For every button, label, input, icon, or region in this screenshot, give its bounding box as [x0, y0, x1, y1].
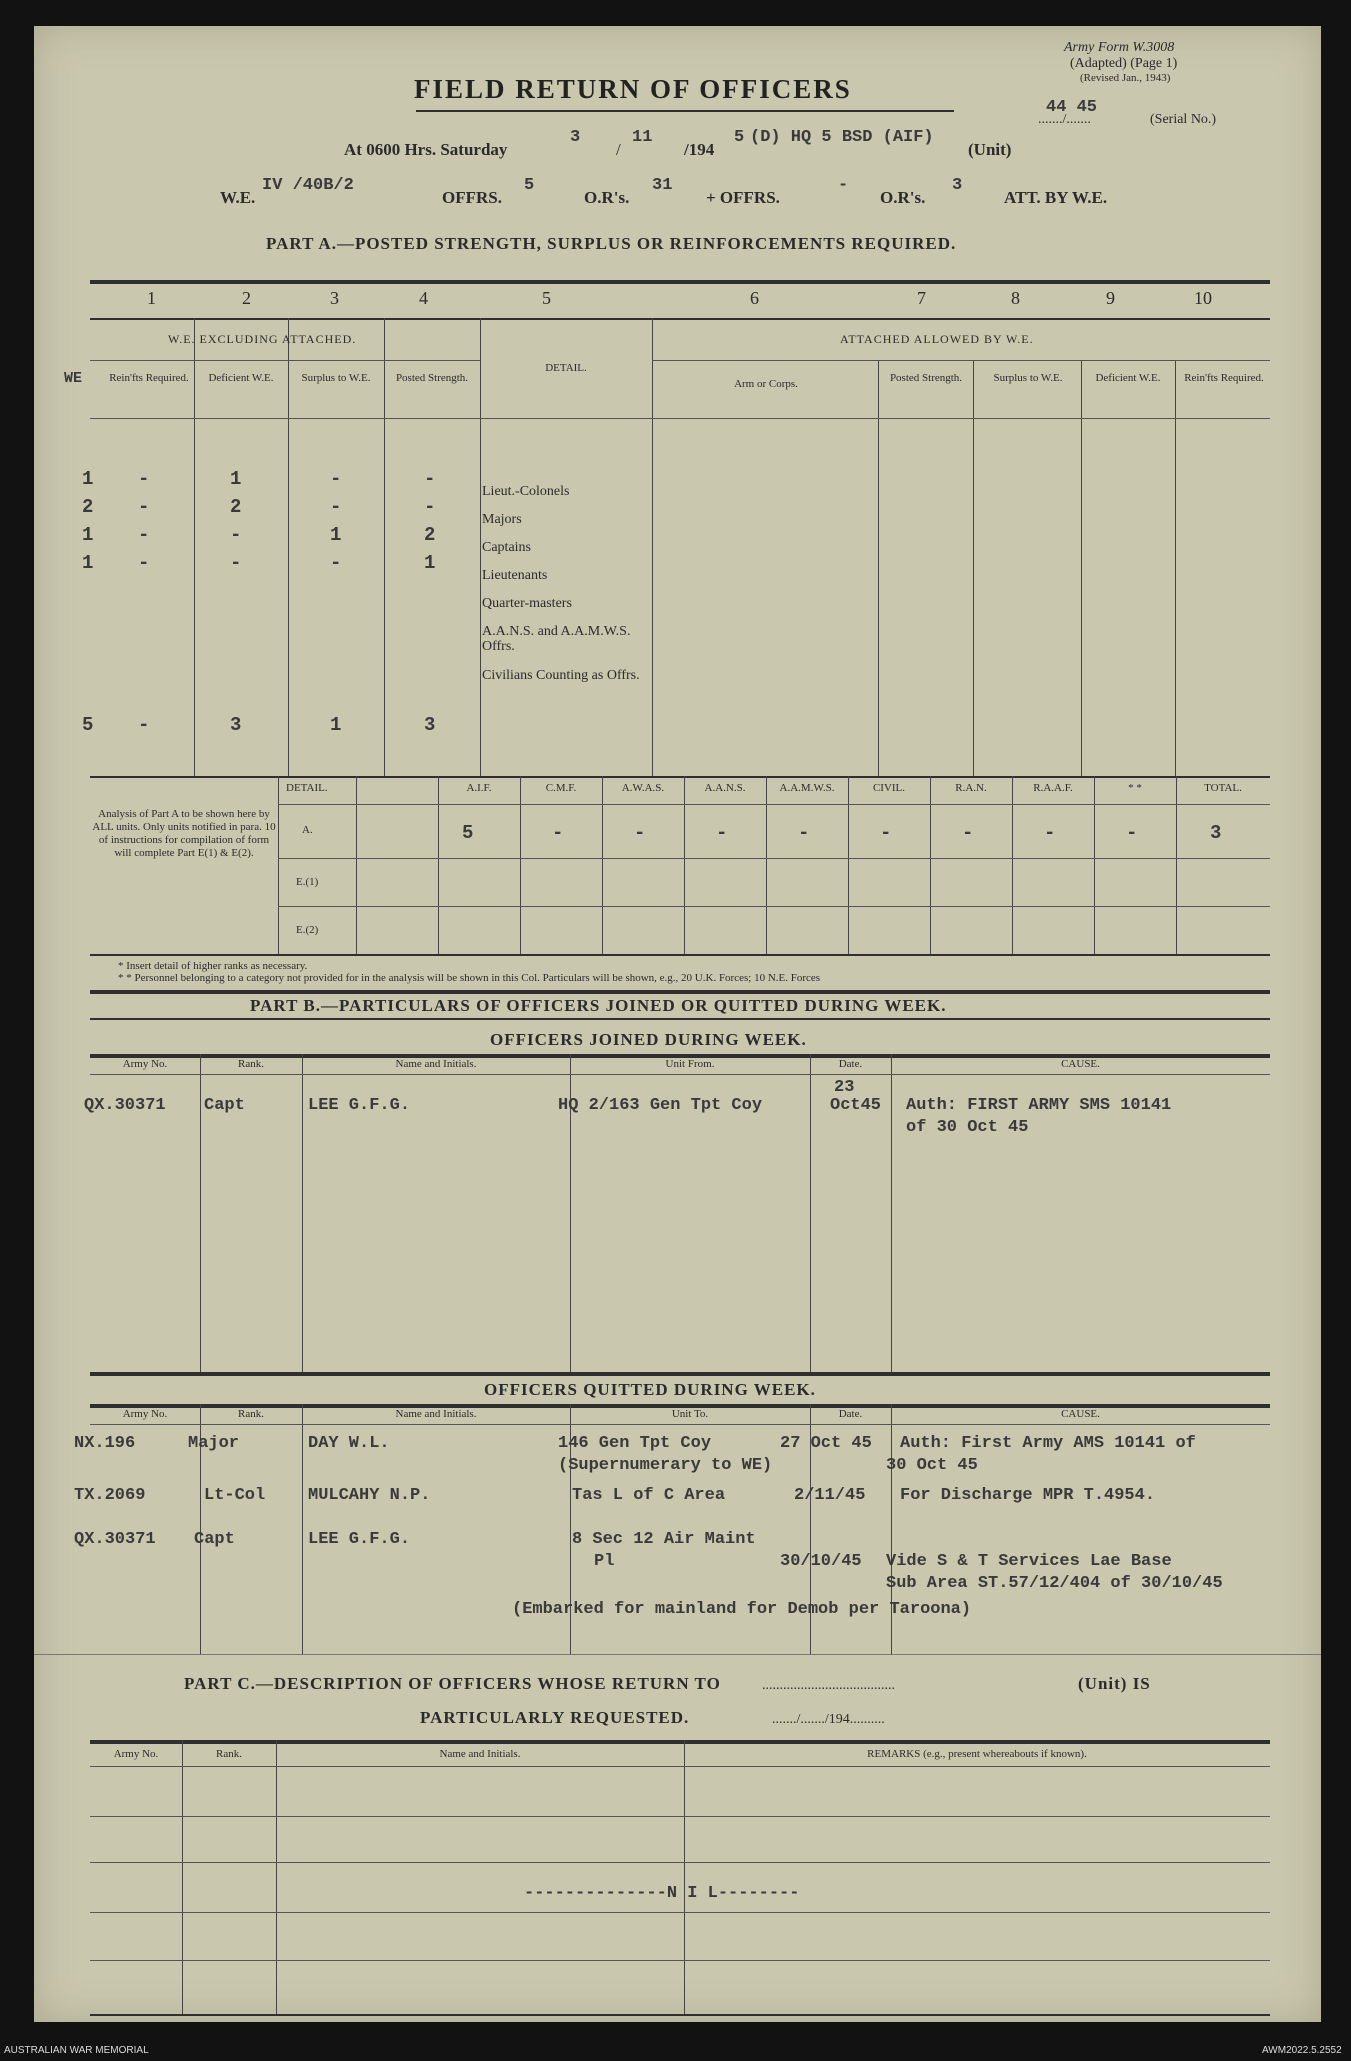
c-hdr-name: Name and Initials. — [439, 1748, 521, 1760]
j-name: LEE G.F.G. — [308, 1096, 411, 1115]
q-date: 27 Oct 45 — [780, 1434, 872, 1453]
form-adapted: (Adapted) (Page 1) — [1070, 56, 1178, 71]
row-sur: - — [330, 468, 342, 490]
row-posted: - — [424, 496, 436, 518]
part-b-title: PART B.—PARTICULARS OF OFFICERS JOINED OR QUITTED DURING WEEK. — [250, 996, 947, 1015]
an-hdr-awas: A.W.A.S. — [621, 782, 665, 794]
row-we: 2 — [82, 496, 94, 518]
an-row-label: E.(2) — [296, 924, 319, 936]
row-sur: 1 — [330, 524, 342, 546]
col-num-4: 4 — [419, 288, 428, 308]
hdr-posted: Posted Strength. — [395, 372, 469, 384]
row-posted: - — [424, 468, 436, 490]
row-we: 1 — [82, 552, 94, 574]
form-sheet: Army Form W.3008 (Adapted) (Page 1) (Revised Jan., 1943) 44 45 ......./....... (Serial No.) FIELD RETURN OF OFFICERS At 0600 Hrs. Saturday 3 / 11 /194 5 (D) HQ 5 BSD (AIF) (Unit) W.E. IV /40B/2 OFFRS. 5 O.R's. 31 + OFFRS. - O.R's. 3 ATT. BY W.E. PART A.—POSTED STRENGTH, SURPLUS OR REINFORCEMENTS REQUIRED. 1 2 3 4 5 6 7 8 9 10 W.E. EXCLUDING ATTACHED. ATTACHED ALLOWED BY W.E. WE Rein'fts Required. Deficient W.E. Surplus to W.E. Posted Strength. DETAIL. Arm or Corps. Posted Strength. Surplus to W.E. Deficient W.E. Rein'fts Required. 1 - 1 - - Lieut.-Colonels 2 - 2 - - Majors 1 - - 1 2 Captains 1 - - - 1 Lieutenants Quarter-masters A.A.N.S. and A.A.M.W.S. Offrs. Civilians Counting as Offrs. 5 - 3 1 3 Analysis of Part A to be shown here by ALL units. Only units notified in para. 10 of instructions for compilation of form will complete Part E(1) & E(2). DETAIL. A.I.F. C.M.F. A.W.A.S. A.A.N.S. A.A.M.W.S. CIVIL. R.A.N. R.A.A.F. * * TOTAL. A. 5 - - - - - - - - 3 E.(1) E.(2) * Insert detail of higher ranks as necessary. * * Personnel belonging to a category not provided for in the analysis will be shown in this Col. Particulars will be shown, e.g., 20 U.K. Forces; 10 N.E. Forces PART B.—PARTICULARS OF OFFICERS JOINED OR QUITTED DURING WEEK. OFFICERS JOINED DURING WEEK. Army No. Rank. Name and Initials. Unit From. Date. CAUSE. QX.30371 Capt LEE G.F.G. HQ 2/163 Gen Tpt Coy 23 Oct45 Auth: FIRST ARMY SMS 10141 of 30 Oct 45 OFFICERS QUITTED DURING WEEK. Army No. Rank. Name and Initials. Unit To. Date. CAUSE. NX.196 Major DAY W.L. 146 Gen Tpt Coy 27 Oct 45 Auth: First Army AMS 10141 of (Supernumerary to WE) 30 Oct 45 TX.2069 Lt-Col MULCAHY N.P. Tas L of C Area 2/11/45 For Discharge MPR T.4954. QX.30371 Capt LEE G.F.G. 8 Sec 12 Air Maint Pl 30/10/45 Vide S & T Services Lae Base Sub Area ST.57/12/404 of 30/10/45 (Embarked for mainland for Demob per Taroona) PART C.—DESCRIPTION OF OFFICERS WHOSE RETURN TO ...................................... (Unit) IS PARTICULARLY REQUESTED. ......./......./194.......... Army No. Rank. Name and Initials. REMARKS (e.g., present whereabouts if known). --------------N I L-------- — [34, 26, 1321, 2022]
c-hdr-remarks: REMARKS (e.g., present whereabouts if known). — [867, 1748, 1087, 1760]
year-digit: 5 — [734, 128, 745, 147]
an-hdr-civil: CIVIL. — [872, 782, 906, 794]
j-date: Oct45 — [830, 1096, 882, 1115]
q-cause-2: Sub Area ST.57/12/404 of 30/10/45 — [886, 1574, 1223, 1593]
month-value: 11 — [632, 128, 653, 147]
row-def: 2 — [230, 496, 242, 518]
an-hdr-total: TOTAL. — [1204, 782, 1242, 794]
j-date-top: 23 — [834, 1078, 855, 1097]
an-civil: - — [880, 822, 892, 844]
c-hdr-rank: Rank. — [216, 1748, 242, 1760]
hdr-arm: Arm or Corps. — [734, 378, 798, 390]
we-excl-label: W.E. EXCLUDING ATTACHED. — [168, 332, 357, 346]
day-value: 3 — [570, 128, 581, 147]
year-label: /194 — [684, 140, 715, 159]
row-detail: Civilians Counting as Offrs. — [482, 668, 640, 683]
row-posted: 1 — [424, 552, 436, 574]
q-hdr-unit: Unit To. — [671, 1408, 709, 1420]
part-c-date-dots: ......./......./194.......... — [772, 1712, 885, 1727]
an-hdr-aans: A.A.N.S. — [704, 782, 746, 794]
an-hdr-raaf: R.A.A.F. — [1033, 782, 1073, 794]
serial-dots: ......./....... — [1038, 112, 1091, 127]
plus-offrs-value: - — [838, 176, 849, 195]
ors2-label: O.R's. — [880, 188, 926, 207]
q-unit: Tas L of C Area — [572, 1486, 726, 1505]
q-unit-2: Pl — [594, 1552, 615, 1571]
an-awas: - — [634, 822, 646, 844]
row-rein: - — [138, 468, 150, 490]
unit-label: (Unit) — [968, 140, 1012, 159]
hdr-detail: DETAIL. — [545, 362, 587, 374]
q-army-no: TX.2069 — [74, 1486, 146, 1505]
an-raaf: - — [1044, 822, 1056, 844]
j-unit: HQ 2/163 Gen Tpt Coy — [558, 1096, 763, 1115]
part-a-title: PART A.—POSTED STRENGTH, SURPLUS OR REINFORCEMENTS REQUIRED. — [266, 234, 957, 253]
attached-label: ATTACHED ALLOWED BY W.E. — [840, 332, 1034, 346]
an-aamws: - — [798, 822, 810, 844]
an-row-label: A. — [302, 824, 313, 836]
an-hdr-detail: DETAIL. — [286, 782, 328, 794]
nil-entry: --------------N I L-------- — [524, 1884, 800, 1903]
hdr-sur: Surplus to W.E. — [301, 372, 371, 384]
q-army-no: QX.30371 — [74, 1530, 156, 1549]
an-hdr-aamws: A.A.M.W.S. — [779, 782, 835, 794]
row-def: - — [230, 524, 242, 546]
row-def: - — [230, 552, 242, 574]
part-c-unit: (Unit) IS — [1078, 1674, 1151, 1693]
total-sur: 1 — [330, 714, 342, 736]
hdr-def: Deficient W.E. — [208, 372, 274, 384]
q-unit-2: (Supernumerary to WE) — [558, 1456, 773, 1475]
att-label: ATT. BY W.E. — [1004, 188, 1108, 207]
an-aans: - — [716, 822, 728, 844]
an-hdr-cmf: C.M.F. — [545, 782, 577, 794]
an-hdr-ran: R.A.N. — [955, 782, 987, 794]
footer-left: AUSTRALIAN WAR MEMORIAL — [4, 2045, 149, 2056]
an-hdr-other: * * — [1128, 782, 1142, 794]
part-c-requested: PARTICULARLY REQUESTED. — [420, 1708, 690, 1727]
q-name: MULCAHY N.P. — [308, 1486, 431, 1505]
q-rank: Major — [188, 1434, 240, 1453]
q-unit: 146 Gen Tpt Coy — [558, 1434, 712, 1453]
q-hdr-rank: Rank. — [238, 1408, 264, 1420]
row-detail: Quarter-masters — [482, 596, 572, 611]
we-label: W.E. — [220, 188, 256, 207]
row-detail: Majors — [482, 512, 522, 527]
row-rein: - — [138, 552, 150, 574]
an-cmf: - — [552, 822, 564, 844]
footer-right: AWM2022.5.2552 — [1262, 2045, 1342, 2056]
plus-offrs-label: + OFFRS. — [706, 188, 780, 207]
row-def: 1 — [230, 468, 242, 490]
j-cause-2: of 30 Oct 45 — [906, 1118, 1029, 1137]
joined-title: OFFICERS JOINED DURING WEEK. — [490, 1030, 807, 1049]
j-hdr-unit: Unit From. — [665, 1058, 715, 1070]
col-num-2: 2 — [242, 288, 251, 308]
an-other: - — [1126, 822, 1138, 844]
row-posted: 2 — [424, 524, 436, 546]
form-title: FIELD RETURN OF OFFICERS — [414, 74, 852, 104]
part-c-unit-dots: ...................................... — [762, 1678, 895, 1693]
an-hdr-aif: A.I.F. — [466, 782, 492, 794]
j-hdr-rank: Rank. — [238, 1058, 264, 1070]
row-sur: - — [330, 496, 342, 518]
j-hdr-name: Name and Initials. — [395, 1058, 477, 1070]
q-army-no: NX.196 — [74, 1434, 136, 1453]
an-row-label: E.(1) — [296, 876, 319, 888]
row-detail: Lieutenants — [482, 568, 548, 583]
row-detail: A.A.N.S. and A.A.M.W.S. Offrs. — [482, 624, 631, 654]
form-revised: (Revised Jan., 1943) — [1080, 72, 1171, 84]
total-def: 3 — [230, 714, 242, 736]
total-posted: 3 — [424, 714, 436, 736]
q-rank: Lt-Col — [204, 1486, 266, 1505]
j-cause: Auth: FIRST ARMY SMS 10141 — [906, 1096, 1172, 1115]
ors-label: O.R's. — [584, 188, 630, 207]
footnote-1: * Insert detail of higher ranks as necessary. — [118, 960, 308, 972]
quitted-note: (Embarked for mainland for Demob per Taroona) — [512, 1600, 972, 1619]
j-hdr-army: Army No. — [122, 1058, 168, 1070]
part-c-title: PART C.—DESCRIPTION OF OFFICERS WHOSE RETURN TO — [184, 1674, 721, 1693]
hdr-att-sur: Surplus to W.E. — [993, 372, 1063, 384]
quitted-title: OFFICERS QUITTED DURING WEEK. — [484, 1380, 816, 1399]
serial-value: 44 45 — [1046, 98, 1098, 117]
at-label: At 0600 Hrs. Saturday — [344, 140, 508, 159]
q-hdr-date: Date. — [838, 1408, 863, 1420]
serial-label: (Serial No.) — [1150, 112, 1217, 127]
ors2-value: 3 — [952, 176, 963, 195]
q-name: DAY W.L. — [308, 1434, 390, 1453]
an-ran: - — [962, 822, 974, 844]
hdr-att-posted: Posted Strength. — [889, 372, 963, 384]
we-value: IV /40B/2 — [262, 176, 354, 195]
offrs-value: 5 — [524, 176, 535, 195]
ors-value: 31 — [652, 176, 673, 195]
q-cause: Vide S & T Services Lae Base — [886, 1552, 1172, 1571]
col-num-8: 8 — [1011, 288, 1020, 308]
row-detail: Captains — [482, 540, 531, 555]
hdr-rein: Rein'fts Required. — [109, 372, 189, 384]
col-num-3: 3 — [330, 288, 339, 308]
row-sur: - — [330, 552, 342, 574]
c-hdr-army: Army No. — [113, 1748, 159, 1760]
offrs-label: OFFRS. — [442, 188, 502, 207]
col-num-7: 7 — [917, 288, 926, 308]
q-cause: Auth: First Army AMS 10141 of — [900, 1434, 1196, 1453]
col-num-9: 9 — [1106, 288, 1115, 308]
q-hdr-army: Army No. — [122, 1408, 168, 1420]
analysis-note: Analysis of Part A to be shown here by ALL units. Only units notified in para. 10 of instructions for compilation of form will complete Part E(1) & E(2). — [92, 808, 276, 859]
j-army-no: QX.30371 — [84, 1096, 166, 1115]
j-rank: Capt — [204, 1096, 245, 1115]
hdr-att-rein: Rein'fts Required. — [1184, 372, 1264, 384]
row-we: 1 — [82, 524, 94, 546]
we-marker: WE — [64, 370, 83, 387]
q-hdr-cause: CAUSE. — [1061, 1408, 1100, 1420]
q-name: LEE G.F.G. — [308, 1530, 411, 1549]
q-cause: For Discharge MPR T.4954. — [900, 1486, 1156, 1505]
q-date: 30/10/45 — [780, 1552, 862, 1571]
j-hdr-cause: CAUSE. — [1061, 1058, 1100, 1070]
footnote-2: * * Personnel belonging to a category not provided for in the analysis will be shown in this Col. Particulars will be shown, e.g., 20 U.K. Forces; 10 N.E. Forces — [118, 972, 821, 984]
col-num-10: 10 — [1194, 288, 1212, 308]
hdr-att-def: Deficient W.E. — [1095, 372, 1161, 384]
q-hdr-name: Name and Initials. — [395, 1408, 477, 1420]
j-hdr-date: Date. — [838, 1058, 863, 1070]
col-num-1: 1 — [147, 288, 156, 308]
row-rein: - — [138, 496, 150, 518]
total-we: 5 — [82, 714, 94, 736]
col-num-6: 6 — [750, 288, 759, 308]
row-rein: - — [138, 524, 150, 546]
unit-name: (D) HQ 5 BSD (AIF) — [750, 128, 934, 147]
form-id: Army Form W.3008 — [1064, 40, 1175, 55]
row-we: 1 — [82, 468, 94, 490]
row-detail: Lieut.-Colonels — [482, 484, 570, 499]
q-unit: 8 Sec 12 Air Maint — [572, 1530, 756, 1549]
an-total: 3 — [1210, 822, 1222, 844]
q-cause-2: 30 Oct 45 — [886, 1456, 978, 1475]
total-rein: - — [138, 714, 150, 736]
an-aif: 5 — [462, 822, 474, 844]
q-date: 2/11/45 — [794, 1486, 866, 1505]
q-rank: Capt — [194, 1530, 235, 1549]
col-num-5: 5 — [542, 288, 551, 308]
